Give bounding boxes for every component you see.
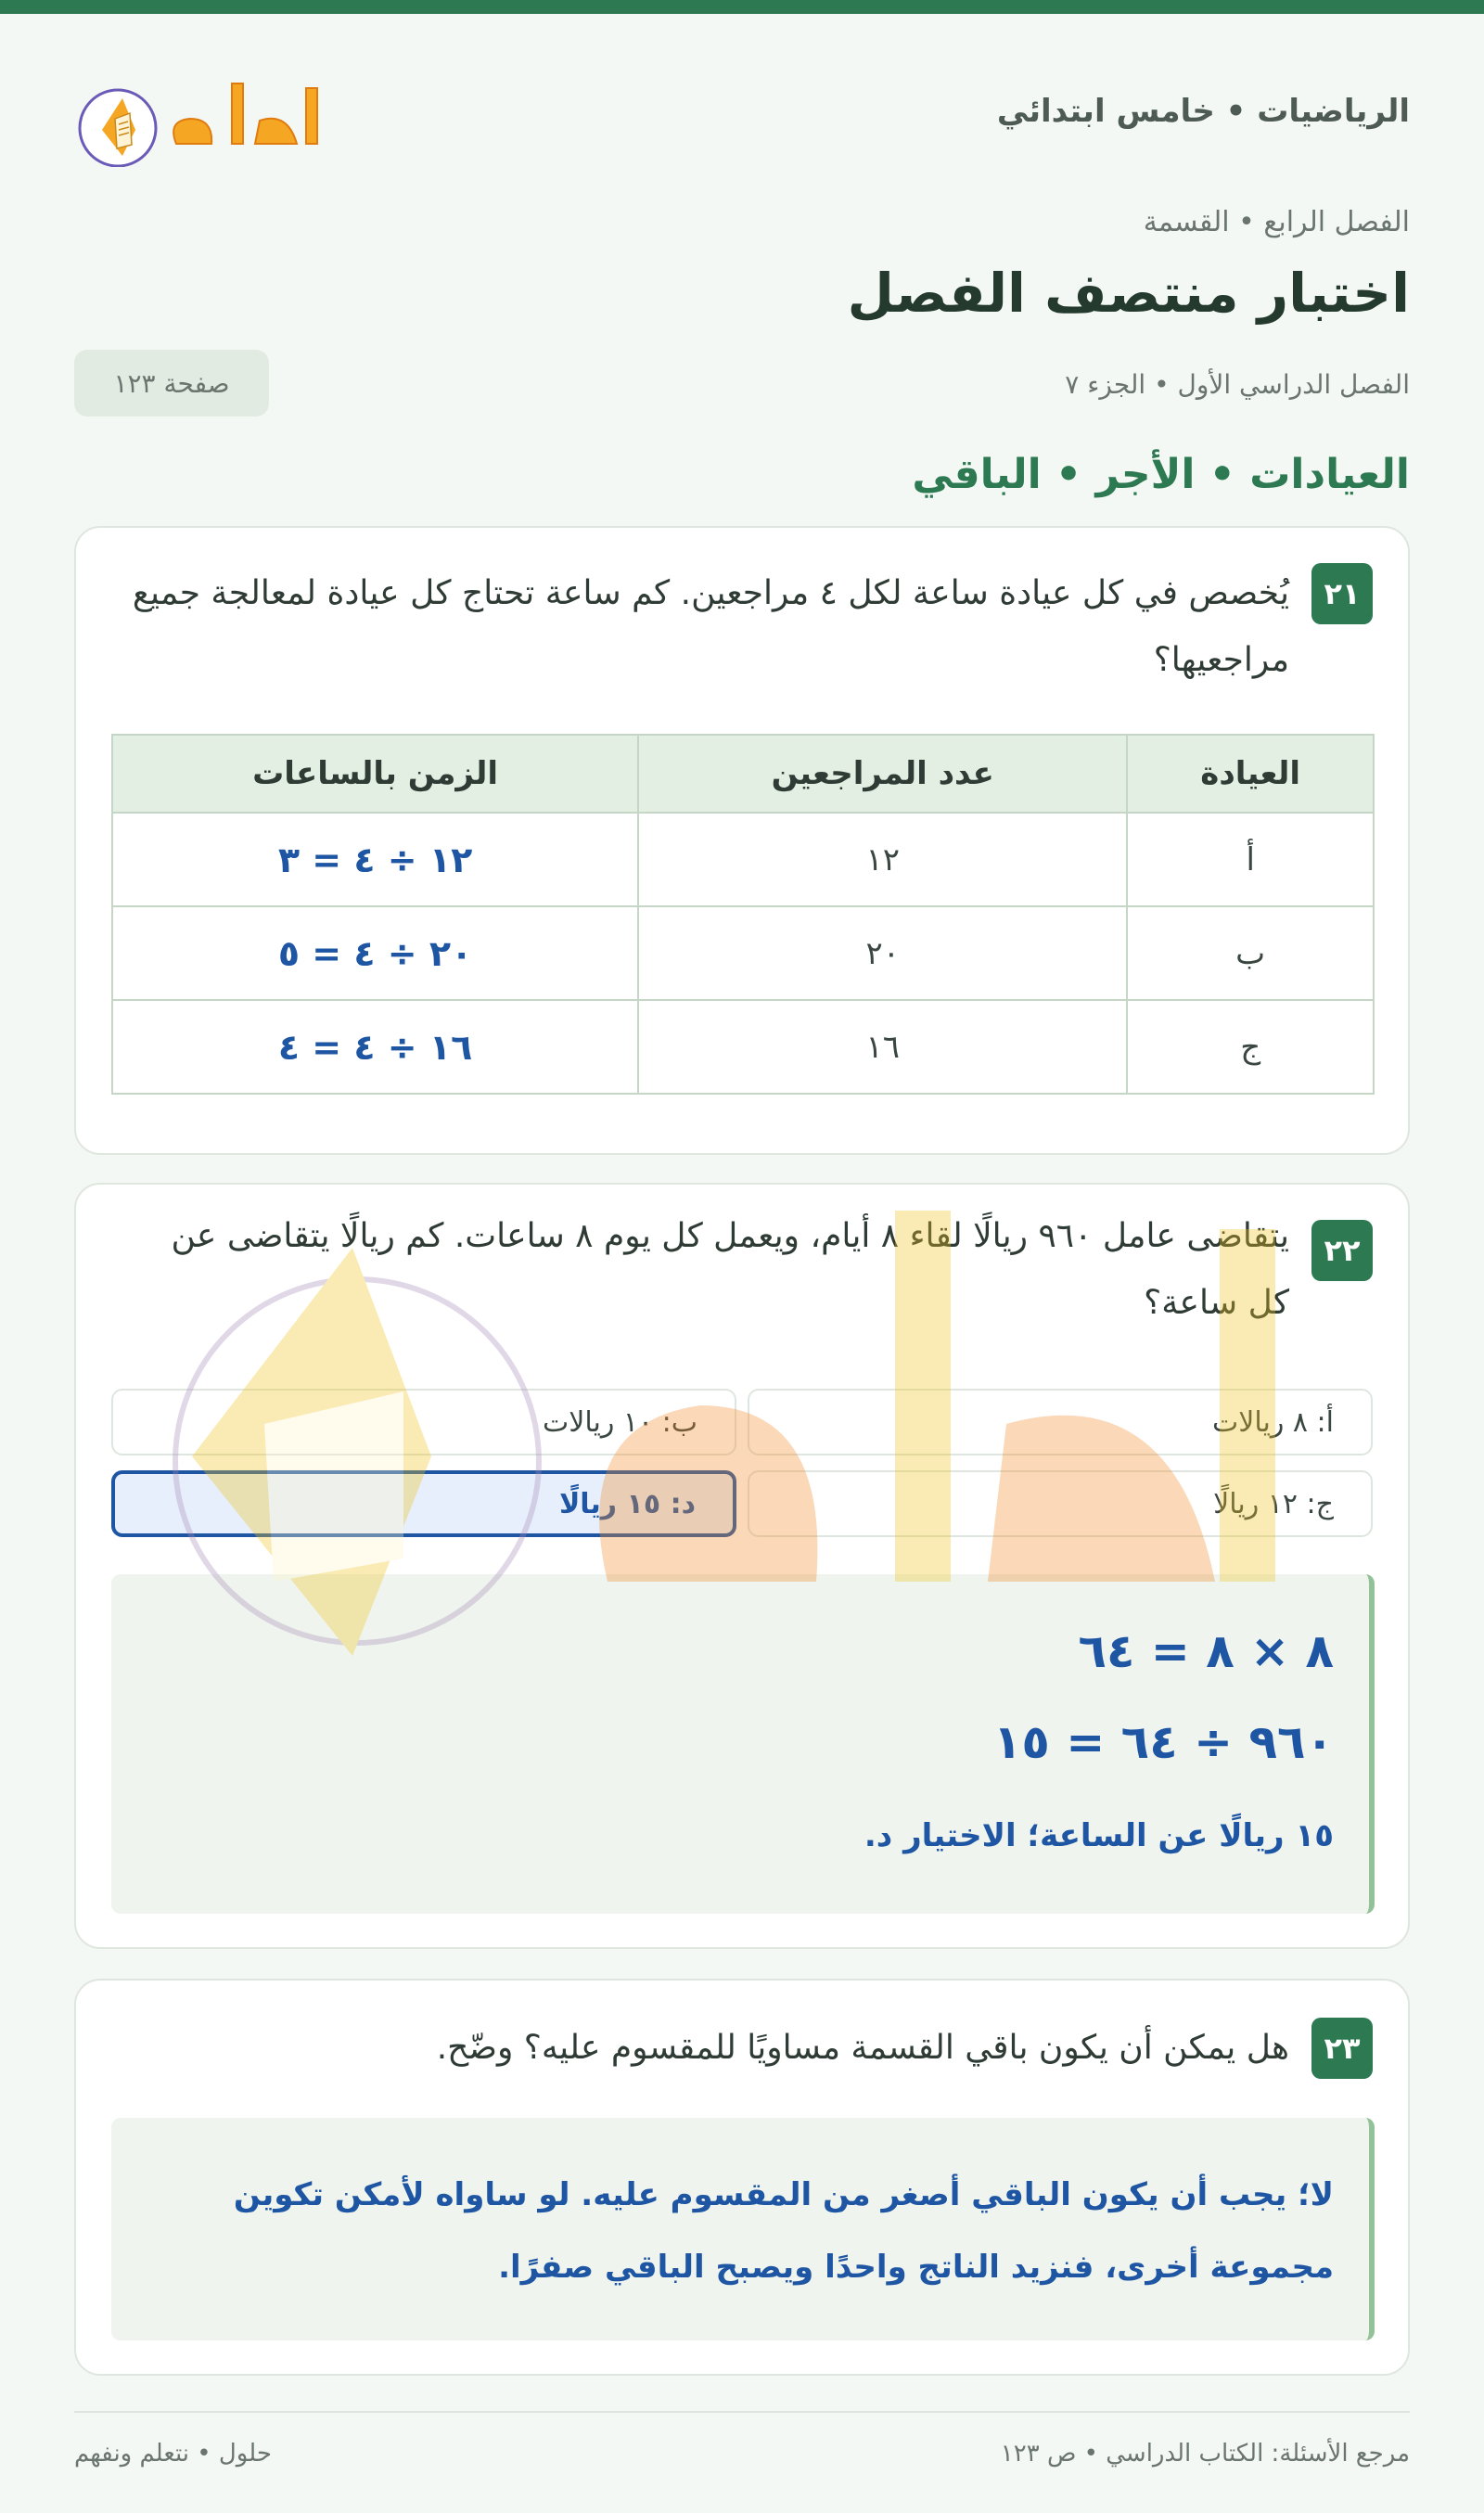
solution-step-2: ٩٦٠ ÷ ٦٤ = ١٥ (992, 1715, 1334, 1769)
column-header-patients: عدد المراجعين (638, 735, 1127, 813)
cell-clinic: ب (1127, 906, 1374, 1000)
hulul-logo[interactable] (74, 65, 334, 167)
answer-box (111, 2118, 1375, 2340)
question-number: ٢١ (1311, 563, 1373, 624)
question-number: ٢٣ (1311, 2018, 1373, 2079)
page-title: اختبار منتصف الفصل (847, 262, 1410, 325)
cell-patients: ١٦ (638, 1000, 1127, 1094)
column-header-clinic: العيادة (1127, 735, 1374, 813)
option-a[interactable]: أ: ٨ ريالات (748, 1389, 1373, 1455)
solution-step-1: ٨ × ٨ = ٦٤ (1078, 1624, 1334, 1678)
table-header-row (112, 735, 1374, 813)
question-card-22 (74, 1183, 1410, 1949)
footer-brand: حلول • نتعلم ونفهم (74, 2440, 272, 2468)
footer-reference: مرجع الأسئلة: الكتاب الدراسي • ص ١٢٣ (1000, 2440, 1410, 2468)
question-text: يُخصص في كل عيادة ساعة لكل ٤ مراجعين. كم ساعة تحتاج كل عيادة لمعالجة جميع مراجعيها؟ (132, 574, 1289, 679)
column-header-hours: الزمن بالساعات (112, 735, 638, 813)
footer-divider (74, 2411, 1410, 2413)
table-row (112, 1000, 1374, 1094)
top-accent-bar (0, 0, 1484, 14)
cell-hours: ٢٠ ÷ ٤ = ٥ (112, 906, 638, 1000)
option-c[interactable]: ج: ١٢ ريالًا (748, 1470, 1373, 1537)
option-d-selected[interactable]: د: ١٥ ريالًا (111, 1470, 736, 1537)
option-b[interactable]: ب: ١٠ ريالات (111, 1389, 736, 1455)
section-title: العيادات • الأجر • الباقي (912, 451, 1410, 498)
cell-hours: ١٢ ÷ ٤ = ٣ (112, 813, 638, 906)
cell-clinic: أ (1127, 813, 1374, 906)
clinics-table (111, 734, 1375, 1095)
chapter-breadcrumb: الفصل الرابع • القسمة (1143, 206, 1410, 238)
cell-patients: ١٢ (638, 813, 1127, 906)
page-number-badge: صفحة ١٢٣ (74, 350, 269, 417)
table-row (112, 906, 1374, 1000)
question-text: يتقاضى عامل ٩٦٠ ريالًا لقاء ٨ أيام، ويعمل كل يوم ٨ ساعات. كم ريالًا يتقاضى عن كل ساعة؟ (171, 1217, 1289, 1322)
question-text: هل يمكن أن يكون باقي القسمة مساويًا للمقسوم عليه؟ وضّح. (436, 2029, 1289, 2067)
solution-box (111, 1574, 1375, 1914)
subject-label: الرياضيات • خامس ابتدائي (996, 93, 1410, 130)
question-card-21 (74, 526, 1410, 1155)
cell-patients: ٢٠ (638, 906, 1127, 1000)
question-card-23 (74, 1979, 1410, 2376)
cell-clinic: ج (1127, 1000, 1374, 1094)
answer-text: لا؛ يجب أن يكون الباقي أصغر من المقسوم عليه. لو ساواه لأمكن تكوين مجموعة أخرى، فنزيد الناتج واحدًا ويصبح الباقي صفرًا. (233, 2176, 1334, 2286)
page-header (74, 56, 1410, 176)
table-row (112, 813, 1374, 906)
question-number: ٢٢ (1311, 1220, 1373, 1281)
solution-conclusion: ١٥ ريالًا عن الساعة؛ الاختيار د. (864, 1817, 1334, 1854)
term-label: الفصل الدراسي الأول • الجزء ٧ (1065, 369, 1410, 400)
cell-hours: ١٦ ÷ ٤ = ٤ (112, 1000, 638, 1094)
